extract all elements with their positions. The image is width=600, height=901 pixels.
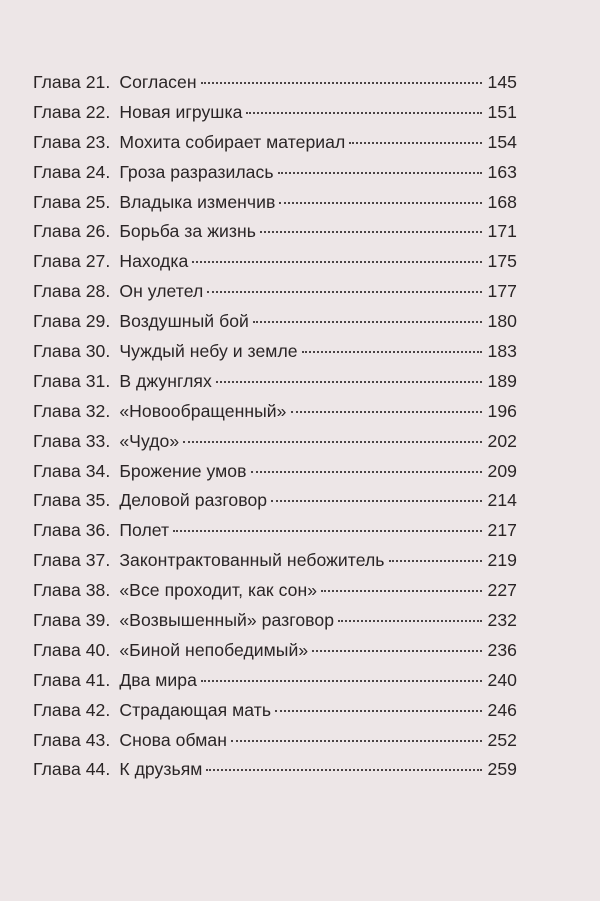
- dot-leader: [338, 620, 482, 622]
- page-number: 151: [487, 101, 517, 122]
- chapter-label: Глава 33.: [33, 430, 111, 451]
- chapter-label: Глава 40.: [33, 639, 111, 660]
- chapter-title: Два мира: [119, 669, 197, 690]
- chapter-title: Мохита собирает материал: [119, 131, 346, 152]
- page-number: 219: [487, 550, 517, 571]
- chapter-title: Владыка изменчив: [119, 191, 276, 212]
- dot-leader: [389, 560, 483, 562]
- chapter-title: Чуждый небу и земле: [119, 341, 298, 362]
- chapter-title: «Биной непобедимый»: [119, 639, 309, 660]
- page-number: 154: [487, 131, 517, 152]
- chapter-title: В джунглях: [119, 370, 212, 391]
- chapter-label: Глава 21.: [33, 72, 111, 92]
- toc-entry: [33, 730, 517, 760]
- page-number: 240: [487, 669, 517, 690]
- chapter-label: Глава 29.: [33, 311, 111, 332]
- chapter-label: Глава 36.: [33, 520, 111, 541]
- chapter-label: Глава 37.: [33, 550, 111, 571]
- page-number: 177: [487, 281, 517, 302]
- toc-entry: [33, 461, 517, 491]
- dot-leader: [246, 112, 482, 114]
- dot-leader: [173, 530, 482, 532]
- chapter-label: Глава 30.: [33, 341, 111, 362]
- chapter-label: Глава 31.: [33, 370, 111, 391]
- page-number: 168: [487, 191, 517, 212]
- page-number: 180: [487, 311, 517, 332]
- toc-entry: [33, 371, 517, 401]
- dot-leader: [201, 680, 483, 682]
- page-number: 217: [487, 520, 517, 541]
- toc-entry: [33, 341, 517, 371]
- chapter-title: Он улетел: [119, 281, 204, 302]
- page-number: 175: [487, 251, 517, 272]
- page-number: 259: [487, 759, 517, 780]
- chapter-title: Законтрактованный небожитель: [119, 550, 385, 571]
- toc-entry: [33, 251, 517, 281]
- dot-leader: [206, 769, 482, 771]
- dot-leader: [183, 441, 482, 443]
- page-number: 196: [487, 400, 517, 421]
- page-number: 163: [487, 161, 517, 182]
- dot-leader: [271, 500, 482, 502]
- toc-entry: [33, 520, 517, 550]
- chapter-label: Глава 24.: [33, 161, 111, 182]
- toc-entry: [33, 759, 517, 789]
- toc-entry: [33, 431, 517, 461]
- toc-entry: [33, 102, 517, 132]
- dot-leader: [312, 650, 482, 652]
- chapter-label: Глава 44.: [33, 759, 111, 780]
- dot-leader: [279, 202, 482, 204]
- page-number: 232: [487, 610, 517, 631]
- chapter-title: Находка: [119, 251, 189, 272]
- page-number: 214: [487, 490, 517, 511]
- chapter-title: Гроза разразилась: [119, 161, 274, 182]
- toc-entry: [33, 401, 517, 431]
- chapter-label: Глава 23.: [33, 131, 111, 152]
- chapter-title: Согласен: [119, 72, 197, 92]
- dot-leader: [207, 291, 482, 293]
- dot-leader: [302, 351, 483, 353]
- table-of-contents: [33, 72, 517, 789]
- dot-leader: [278, 172, 483, 174]
- chapter-label: Глава 39.: [33, 610, 111, 631]
- page-number: 246: [487, 699, 517, 720]
- page-number: 171: [487, 221, 517, 242]
- dot-leader: [231, 740, 483, 742]
- dot-leader: [253, 321, 483, 323]
- dot-leader: [349, 142, 482, 144]
- page-number: 252: [487, 729, 517, 750]
- chapter-title: «Чудо»: [119, 430, 180, 451]
- chapter-title: «Новообращенный»: [119, 400, 287, 421]
- chapter-label: Глава 42.: [33, 699, 111, 720]
- dot-leader: [275, 710, 482, 712]
- chapter-label: Глава 25.: [33, 191, 111, 212]
- page-number: 183: [487, 341, 517, 362]
- chapter-label: Глава 32.: [33, 400, 111, 421]
- chapter-label: Глава 27.: [33, 251, 111, 272]
- chapter-title: Воздушный бой: [119, 311, 249, 332]
- chapter-title: «Возвышенный» разговор: [119, 610, 335, 631]
- chapter-title: Деловой разговор: [119, 490, 268, 511]
- chapter-label: Глава 26.: [33, 221, 111, 242]
- chapter-label: Глава 28.: [33, 281, 111, 302]
- page-number: 209: [487, 460, 517, 481]
- chapter-title: Борьба за жизнь: [119, 221, 256, 242]
- toc-entry: [33, 550, 517, 580]
- toc-entry: [33, 132, 517, 162]
- chapter-title: Брожение умов: [119, 460, 247, 481]
- dot-leader: [321, 590, 482, 592]
- chapter-label: Глава 41.: [33, 669, 111, 690]
- toc-entry: [33, 490, 517, 520]
- toc-entry: [33, 670, 517, 700]
- toc-entry: [33, 640, 517, 670]
- chapter-label: Глава 34.: [33, 460, 111, 481]
- toc-entry: [33, 162, 517, 192]
- page-number: 145: [487, 72, 517, 92]
- chapter-title: Новая игрушка: [119, 101, 243, 122]
- dot-leader: [192, 261, 482, 263]
- chapter-title: К друзьям: [119, 759, 203, 780]
- chapter-label: Глава 22.: [33, 101, 111, 122]
- chapter-label: Глава 38.: [33, 580, 111, 601]
- chapter-title: Страдающая мать: [119, 699, 272, 720]
- toc-entry: [33, 281, 517, 311]
- page-number: 202: [487, 430, 517, 451]
- page-number: 189: [487, 370, 517, 391]
- toc-entry: [33, 311, 517, 341]
- toc-entry: [33, 72, 517, 102]
- page-number: 227: [487, 580, 517, 601]
- page-number: 236: [487, 639, 517, 660]
- toc-entry: [33, 700, 517, 730]
- toc-entry: [33, 580, 517, 610]
- dot-leader: [201, 82, 483, 84]
- chapter-title: Снова обман: [119, 729, 227, 750]
- chapter-label: Глава 43.: [33, 729, 111, 750]
- toc-entry: [33, 192, 517, 222]
- dot-leader: [216, 381, 483, 383]
- dot-leader: [291, 411, 483, 413]
- dot-leader: [251, 471, 483, 473]
- chapter-title: «Все проходит, как сон»: [119, 580, 318, 601]
- toc-entry: [33, 221, 517, 251]
- dot-leader: [260, 231, 482, 233]
- toc-entry: [33, 610, 517, 640]
- chapter-title: Полет: [119, 520, 170, 541]
- chapter-label: Глава 35.: [33, 490, 111, 511]
